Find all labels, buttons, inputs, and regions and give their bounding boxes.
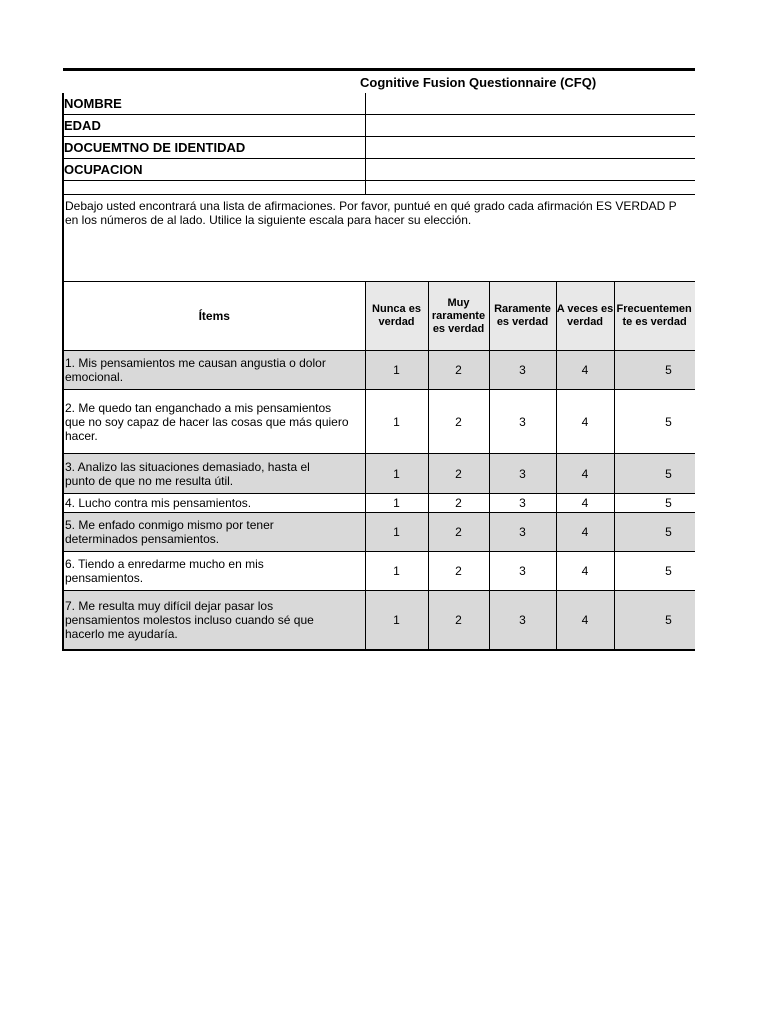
score-cell[interactable]: 1: [365, 591, 428, 650]
field-label-documento: DOCUEMTNO DE IDENTIDAD: [63, 137, 365, 159]
question-text: [63, 351, 365, 390]
question-text: [63, 390, 365, 454]
score-cell[interactable]: 2: [428, 351, 489, 390]
scale-header-3-line: es verdad: [496, 316, 549, 328]
score-cell[interactable]: 3: [489, 513, 556, 552]
score-cell[interactable]: 2: [428, 513, 489, 552]
score-cell[interactable]: 4: [556, 494, 614, 513]
question-text: [63, 513, 365, 552]
scale-header-2-line: raramente: [431, 309, 486, 322]
score-cell[interactable]: 3: [489, 351, 556, 390]
field-label-nombre: NOMBRE: [63, 93, 365, 115]
field-input-nombre[interactable]: [365, 93, 695, 115]
question-line: hacer.: [65, 428, 98, 443]
score-cell[interactable]: 1: [365, 351, 428, 390]
question-line: 5. Me enfado conmigo mismo por tener: [65, 518, 274, 532]
score-cell[interactable]: 5: [614, 591, 695, 650]
field-row-nombre: [63, 93, 695, 115]
scale-header-5-line: te es verdad: [622, 316, 687, 328]
score-cell[interactable]: 2: [428, 591, 489, 650]
score-cell[interactable]: 2: [428, 454, 489, 494]
score-cell[interactable]: 4: [556, 591, 614, 650]
question-line: que no soy capaz de hacer las cosas que más quiero: [65, 414, 349, 429]
scale-header-2: [428, 282, 489, 351]
table-row: [63, 513, 695, 552]
score-cell[interactable]: 3: [489, 390, 556, 454]
field-input-ocupacion[interactable]: [365, 159, 695, 181]
scale-header-3: [489, 282, 556, 351]
score-cell[interactable]: 5: [614, 513, 695, 552]
scale-header-2-line: es verdad: [432, 322, 485, 335]
score-cell[interactable]: 4: [556, 513, 614, 552]
scale-header-1-line: verdad: [378, 316, 415, 328]
field-row-documento: [63, 137, 695, 159]
table-row: [63, 351, 695, 390]
score-cell[interactable]: 5: [614, 454, 695, 494]
blank-cell-wide[interactable]: [365, 181, 695, 195]
table-row: [63, 390, 695, 454]
scale-header-5: [614, 282, 695, 351]
table-row: [63, 552, 695, 591]
score-cell[interactable]: 1: [365, 454, 428, 494]
cfq-table: [62, 68, 695, 651]
question-text: [63, 494, 365, 513]
score-cell[interactable]: 1: [365, 552, 428, 591]
score-cell[interactable]: 5: [614, 390, 695, 454]
question-line: determinados pensamientos.: [65, 532, 220, 546]
title-row: [63, 70, 695, 94]
score-cell[interactable]: 2: [428, 552, 489, 591]
scale-header-4-line: verdad: [566, 316, 604, 328]
score-cell[interactable]: 2: [428, 494, 489, 513]
question-line: 1. Mis pensamientos me causan angustia o dolor: [65, 356, 326, 370]
instructions-line-2: en los números de al lado. Utilice la siguiente escala para hacer su elección.: [65, 213, 472, 227]
spreadsheet-sheet: [62, 68, 695, 651]
blank-row: [63, 181, 695, 195]
field-label-edad: EDAD: [63, 115, 365, 137]
field-label-ocupacion: OCUPACION: [63, 159, 365, 181]
question-line: 4. Lucho contra mis pensamientos.: [65, 496, 252, 510]
question-text: [63, 591, 365, 650]
score-cell[interactable]: 4: [556, 351, 614, 390]
score-cell[interactable]: 4: [556, 552, 614, 591]
table-row: [63, 494, 695, 513]
question-line: 7. Me resulta muy difícil dejar pasar los: [65, 598, 274, 613]
question-line: hacerlo me ayudaría.: [65, 626, 178, 641]
items-column-header: Ítems: [63, 282, 365, 351]
score-cell[interactable]: 3: [489, 454, 556, 494]
score-cell[interactable]: 1: [365, 494, 428, 513]
question-line: punto de que no me resulta útil.: [65, 473, 234, 488]
question-line: pensamientos.: [65, 571, 144, 585]
score-cell[interactable]: 5: [614, 351, 695, 390]
score-cell[interactable]: 4: [556, 454, 614, 494]
scale-header-1-line: Nunca es: [372, 303, 421, 315]
score-cell[interactable]: 5: [614, 552, 695, 591]
score-cell[interactable]: 1: [365, 513, 428, 552]
score-cell[interactable]: 3: [489, 552, 556, 591]
question-text: [63, 454, 365, 494]
field-row-ocupacion: [63, 159, 695, 181]
blank-cell[interactable]: [63, 181, 365, 195]
score-cell[interactable]: 5: [614, 494, 695, 513]
score-cell[interactable]: 4: [556, 390, 614, 454]
scale-header-4: [556, 282, 614, 351]
instructions-row: [63, 195, 695, 282]
question-line: emocional.: [65, 370, 124, 384]
field-input-documento[interactable]: [365, 137, 695, 159]
table-row: [63, 454, 695, 494]
page-title: Cognitive Fusion Questionnaire (CFQ): [63, 70, 695, 94]
field-row-edad: [63, 115, 695, 137]
instructions-line-1: Debajo usted encontrará una lista de afirmaciones. Por favor, puntué en qué grado cada afirmación ES VERDAD P: [65, 199, 677, 213]
scale-header-3-line: Raramente: [494, 303, 551, 315]
scale-header-4-line: A veces es: [556, 303, 614, 315]
scale-header-2-line: Muy: [447, 296, 470, 309]
table-header-row: [63, 282, 695, 351]
question-line: 6. Tiendo a enredarme mucho en mis: [65, 557, 264, 571]
question-text: [63, 552, 365, 591]
scale-header-5-line: Frecuentemen: [616, 303, 692, 315]
score-cell[interactable]: 3: [489, 494, 556, 513]
field-input-edad[interactable]: [365, 115, 695, 137]
score-cell[interactable]: 1: [365, 390, 428, 454]
score-cell[interactable]: 3: [489, 591, 556, 650]
question-line: 2. Me quedo tan enganchado a mis pensamientos: [65, 400, 332, 415]
question-line: 3. Analizo las situaciones demasiado, hasta el: [65, 459, 310, 474]
question-line: pensamientos molestos incluso cuando sé que: [65, 612, 314, 627]
score-cell[interactable]: 2: [428, 390, 489, 454]
instructions-cell: [63, 195, 695, 282]
scale-header-1: [365, 282, 428, 351]
table-row: [63, 591, 695, 650]
